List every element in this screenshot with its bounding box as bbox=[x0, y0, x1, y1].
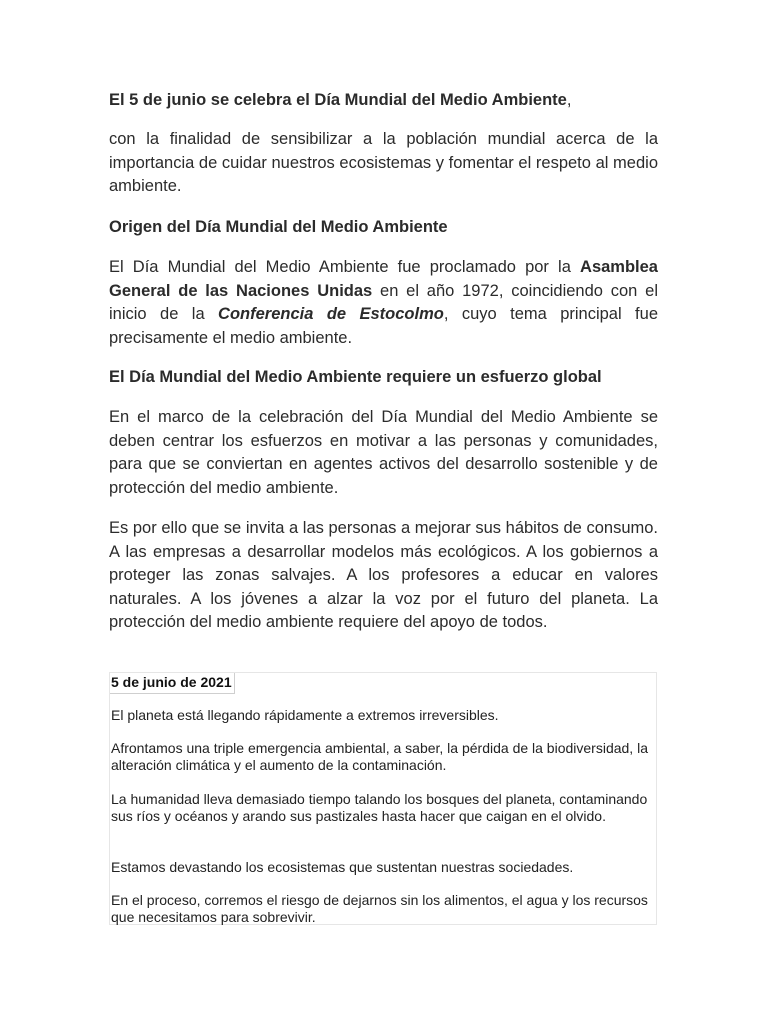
quote-paragraph: Afrontamos una triple emergencia ambiental, a saber, la pérdida de la biodiversidad, la alteración climática y el aumento de la contaminación. bbox=[111, 740, 648, 773]
global-paragraph-1: En el marco de la celebración del Día Mundial del Medio Ambiente se deben centrar los esfuerzos en motivar a las personas y comunidades, para que se conviertan en agentes activos del desarrollo sostenible y de protección del medio ambiente. bbox=[109, 408, 658, 497]
origin-bold-asamblea: Asamblea General de las Naciones Unidas bbox=[109, 258, 658, 300]
quote-paragraph: El planeta está llegando rápidamente a extremos irreversibles. bbox=[111, 707, 499, 723]
origin-paragraph bbox=[109, 256, 658, 350]
origin-text-c: , cuyo tema principal fue precisamente el medio ambiente. bbox=[109, 305, 658, 347]
title-text: El 5 de junio se celebra el Día Mundial del Medio Ambiente bbox=[109, 91, 567, 109]
global-paragraph-2: Es por ello que se invita a las personas a mejorar sus hábitos de consumo. A las empresas a desarrollar modelos más ecológicos. A los gobiernos a proteger las zonas salvajes. A los profesores a educar en valores naturales. A los jóvenes a alzar la voz por el futuro del planeta. La protección del medio ambiente requiere del apoyo de todos. bbox=[109, 519, 658, 631]
quote-paragraph: Estamos devastando los ecosistemas que sustentan nuestras sociedades. bbox=[111, 859, 574, 875]
quote-paragraph: En el proceso, corremos el riesgo de dejarnos sin los alimentos, el agua y los recursos que necesitamos para sobrevivir. bbox=[111, 892, 648, 925]
title-comma: , bbox=[566, 91, 572, 109]
intro-paragraph: con la finalidad de sensibilizar a la población mundial acerca de la importancia de cuidar nuestros ecosistemas y fomentar el respeto al medio ambiente. bbox=[109, 130, 658, 195]
origin-text-a: El Día Mundial del Medio Ambiente fue proclamado por la bbox=[109, 258, 581, 276]
quote-box bbox=[109, 672, 657, 925]
document-title bbox=[109, 89, 658, 113]
origin-text-b: en el año 1972, coincidiendo con el inicio de la bbox=[109, 281, 658, 323]
global-heading: El Día Mundial del Medio Ambiente requiere un esfuerzo global bbox=[109, 368, 602, 386]
quote-box-date: 5 de junio de 2021 bbox=[110, 673, 235, 694]
quote-paragraph: La humanidad lleva demasiado tiempo talando los bosques del planeta, contaminando sus ríos y océanos y arando sus pastizales hasta hacer que caigan en el olvido. bbox=[111, 791, 648, 824]
origin-heading: Origen del Día Mundial del Medio Ambiente bbox=[109, 218, 448, 236]
origin-bold-conferencia: Conferencia de Estocolmo bbox=[218, 305, 444, 323]
